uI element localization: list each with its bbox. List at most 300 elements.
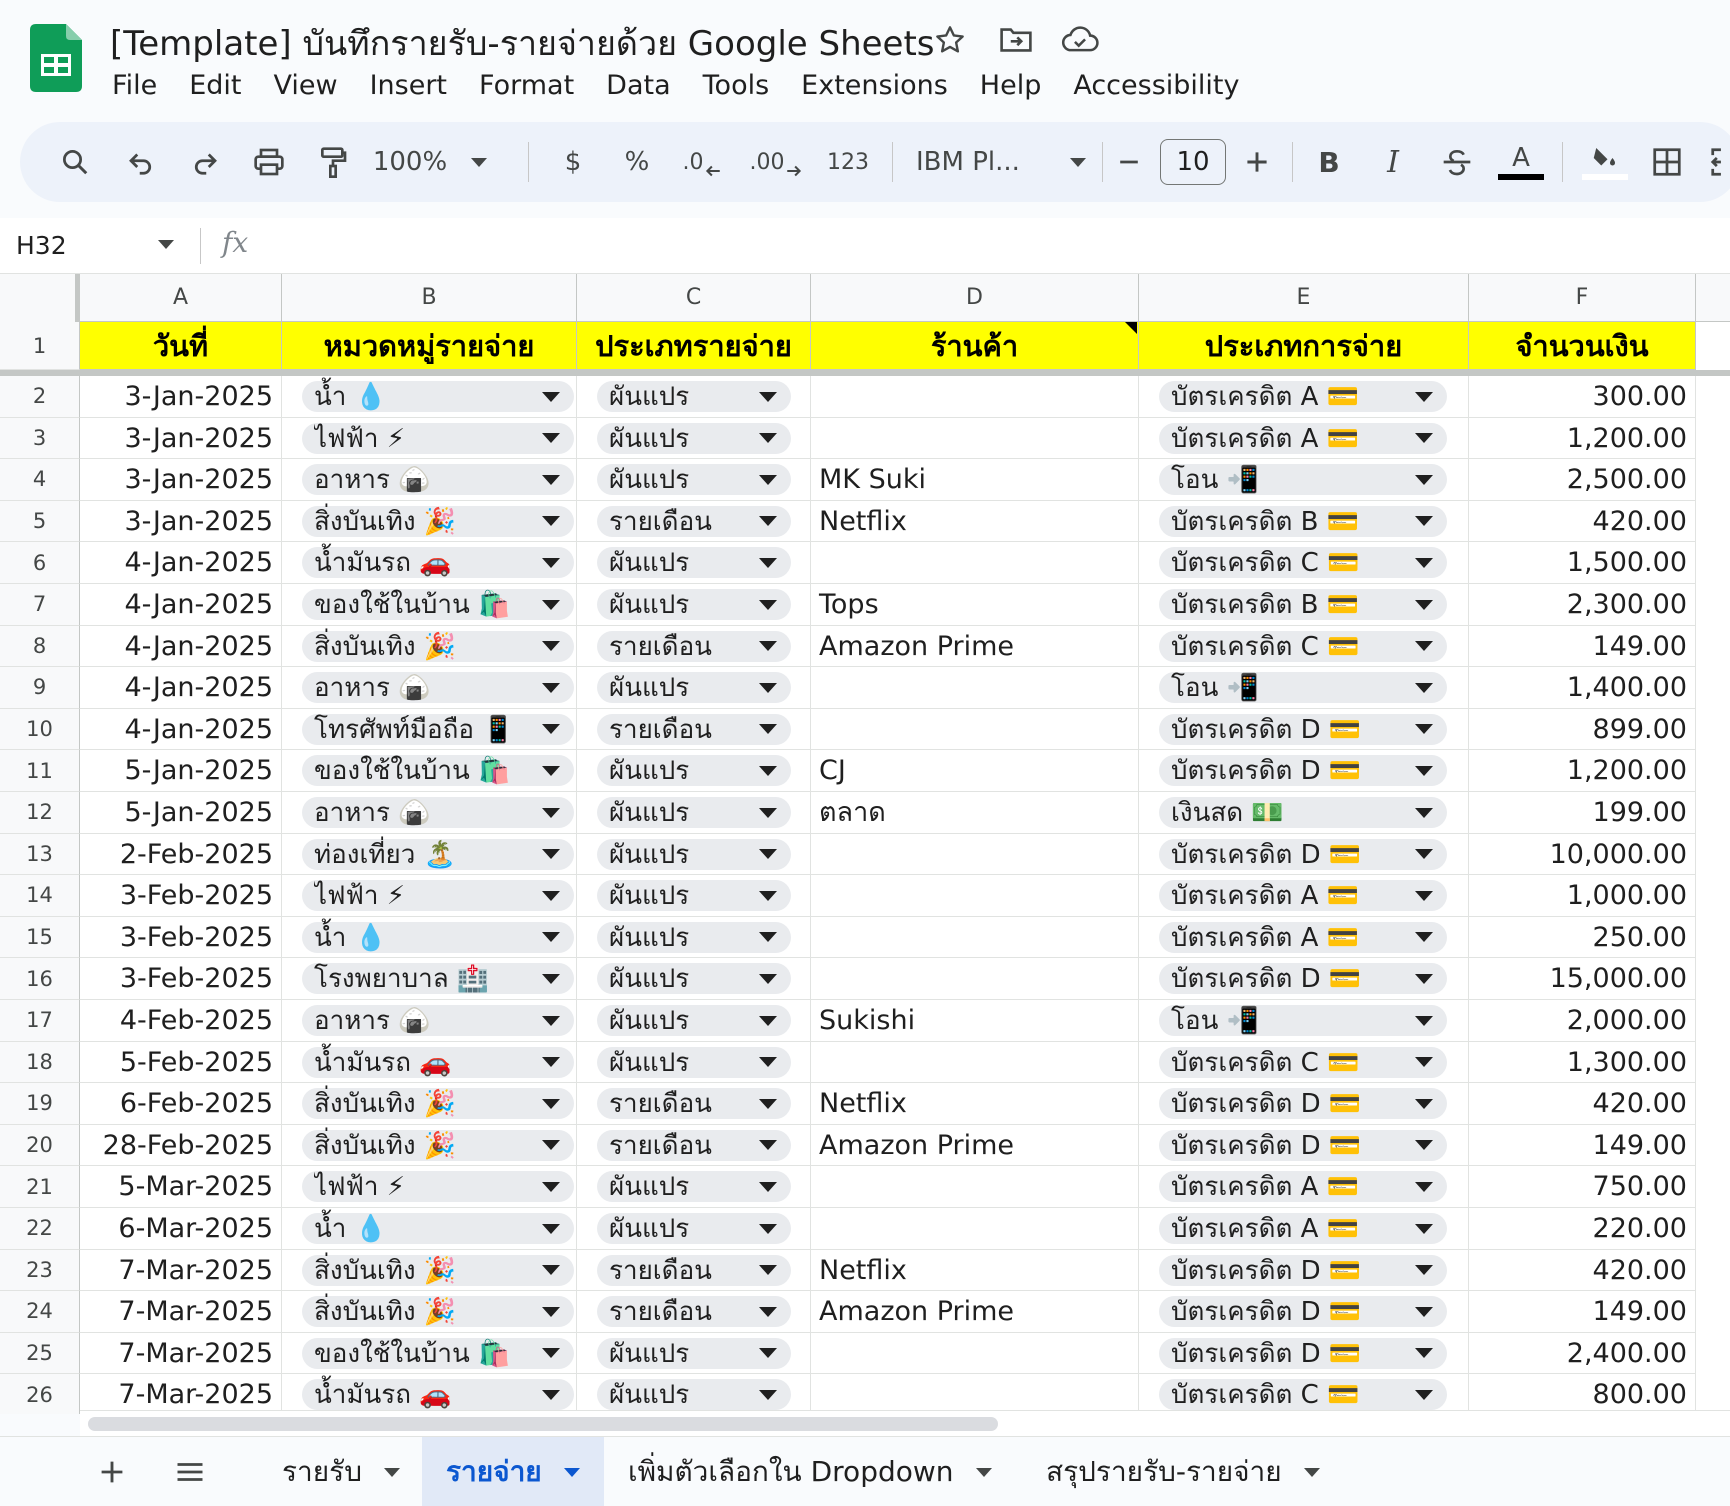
increase-font-size-icon[interactable] bbox=[1234, 122, 1280, 202]
menu-help[interactable]: Help bbox=[979, 70, 1042, 101]
expense-type-dropdown-chip[interactable] bbox=[597, 1130, 791, 1161]
expense-type-cell[interactable] bbox=[577, 1333, 811, 1375]
store-cell[interactable] bbox=[811, 709, 1139, 751]
payment-type-dropdown-chip[interactable] bbox=[1159, 963, 1447, 994]
fill-color-button[interactable] bbox=[1580, 122, 1630, 202]
amount-cell[interactable]: 199.00 bbox=[1469, 792, 1696, 834]
date-cell[interactable]: 2-Feb-2025 bbox=[80, 834, 282, 876]
expense-type-cell[interactable] bbox=[577, 1374, 811, 1414]
header-cell-expense-type[interactable]: ประเภทรายจ่าย bbox=[577, 322, 811, 370]
expense-type-dropdown-chip[interactable] bbox=[597, 1338, 791, 1369]
payment-type-cell[interactable] bbox=[1139, 792, 1469, 834]
expense-type-dropdown-chip[interactable] bbox=[597, 1047, 791, 1078]
category-dropdown-chip[interactable] bbox=[302, 1379, 574, 1410]
column-header-f[interactable]: F bbox=[1469, 274, 1696, 322]
payment-type-cell[interactable] bbox=[1139, 1291, 1469, 1333]
amount-cell[interactable]: 10,000.00 bbox=[1469, 834, 1696, 876]
decrease-font-size-icon[interactable] bbox=[1106, 122, 1152, 202]
all-sheets-menu-icon[interactable] bbox=[168, 1447, 212, 1497]
store-cell[interactable] bbox=[811, 1166, 1139, 1208]
expense-type-dropdown-chip[interactable] bbox=[597, 672, 791, 703]
category-cell[interactable] bbox=[282, 584, 577, 626]
row-header[interactable]: 22 bbox=[0, 1208, 80, 1250]
category-dropdown-chip[interactable] bbox=[302, 963, 574, 994]
row-header[interactable]: 7 bbox=[0, 584, 80, 626]
expense-type-dropdown-chip[interactable] bbox=[597, 1171, 791, 1202]
payment-type-dropdown-chip[interactable] bbox=[1159, 1171, 1447, 1202]
expense-type-cell[interactable] bbox=[577, 834, 811, 876]
category-dropdown-chip[interactable] bbox=[302, 423, 574, 454]
cloud-saved-icon[interactable] bbox=[1060, 20, 1100, 60]
category-dropdown-chip[interactable] bbox=[302, 631, 574, 662]
date-cell[interactable]: 5-Jan-2025 bbox=[80, 750, 282, 792]
row-header[interactable]: 1 bbox=[0, 322, 80, 370]
category-dropdown-chip[interactable] bbox=[302, 547, 574, 578]
menu-edit[interactable]: Edit bbox=[189, 70, 242, 101]
header-cell-payment-type[interactable]: ประเภทการจ่าย bbox=[1139, 322, 1469, 370]
payment-type-cell[interactable] bbox=[1139, 709, 1469, 751]
payment-type-dropdown-chip[interactable] bbox=[1159, 1255, 1447, 1286]
store-cell[interactable]: Amazon Prime bbox=[811, 626, 1139, 668]
row-header[interactable]: 23 bbox=[0, 1250, 80, 1292]
payment-type-dropdown-chip[interactable] bbox=[1159, 547, 1447, 578]
row-header[interactable]: 8 bbox=[0, 626, 80, 668]
amount-cell[interactable]: 149.00 bbox=[1469, 1125, 1696, 1167]
expense-type-dropdown-chip[interactable] bbox=[597, 1213, 791, 1244]
expense-type-cell[interactable] bbox=[577, 1250, 811, 1292]
date-cell[interactable]: 3-Feb-2025 bbox=[80, 917, 282, 959]
expense-type-dropdown-chip[interactable] bbox=[597, 755, 791, 786]
menu-data[interactable]: Data bbox=[606, 70, 671, 101]
category-dropdown-chip[interactable] bbox=[302, 672, 574, 703]
column-header-c[interactable]: C bbox=[577, 274, 811, 322]
expense-type-cell[interactable] bbox=[577, 1000, 811, 1042]
document-title[interactable]: [Template] บันทึกรายรับ-รายจ่ายด้วย Google Sheets bbox=[110, 24, 935, 64]
sheet-tab[interactable] bbox=[258, 1437, 424, 1506]
category-cell[interactable] bbox=[282, 459, 577, 501]
payment-type-dropdown-chip[interactable] bbox=[1159, 880, 1447, 911]
select-all-corner[interactable] bbox=[0, 274, 80, 322]
amount-cell[interactable]: 1,000.00 bbox=[1469, 875, 1696, 917]
category-cell[interactable] bbox=[282, 501, 577, 543]
chevron-down-icon[interactable] bbox=[564, 1468, 580, 1477]
row-header[interactable]: 3 bbox=[0, 418, 80, 460]
row-header[interactable]: 26 bbox=[0, 1374, 80, 1414]
row-header[interactable]: 21 bbox=[0, 1166, 80, 1208]
italic-button[interactable]: I bbox=[1387, 144, 1399, 180]
expense-type-dropdown-chip[interactable] bbox=[597, 1296, 791, 1327]
payment-type-dropdown-chip[interactable] bbox=[1159, 1379, 1447, 1410]
column-header-b[interactable]: B bbox=[282, 274, 577, 322]
amount-cell[interactable]: 220.00 bbox=[1469, 1208, 1696, 1250]
expense-type-cell[interactable] bbox=[577, 376, 811, 418]
amount-cell[interactable]: 1,500.00 bbox=[1469, 542, 1696, 584]
category-cell[interactable] bbox=[282, 875, 577, 917]
row-header[interactable]: 5 bbox=[0, 501, 80, 543]
category-cell[interactable] bbox=[282, 1125, 577, 1167]
category-cell[interactable] bbox=[282, 376, 577, 418]
category-cell[interactable] bbox=[282, 1250, 577, 1292]
column-header-e[interactable]: E bbox=[1139, 274, 1469, 322]
header-cell-category[interactable]: หมวดหมู่รายจ่าย bbox=[282, 322, 577, 370]
category-dropdown-chip[interactable] bbox=[302, 1171, 574, 1202]
expense-type-cell[interactable] bbox=[577, 626, 811, 668]
payment-type-dropdown-chip[interactable] bbox=[1159, 755, 1447, 786]
expense-type-cell[interactable] bbox=[577, 750, 811, 792]
store-cell[interactable] bbox=[811, 542, 1139, 584]
sheet-tab[interactable] bbox=[422, 1437, 604, 1506]
date-cell[interactable]: 4-Jan-2025 bbox=[80, 542, 282, 584]
store-cell[interactable] bbox=[811, 1208, 1139, 1250]
amount-cell[interactable]: 250.00 bbox=[1469, 917, 1696, 959]
date-cell[interactable]: 4-Feb-2025 bbox=[80, 1000, 282, 1042]
google-sheets-logo-icon[interactable] bbox=[30, 24, 82, 92]
payment-type-cell[interactable] bbox=[1139, 834, 1469, 876]
category-dropdown-chip[interactable] bbox=[302, 381, 574, 412]
header-cell-store[interactable]: ร้านค้า bbox=[811, 322, 1139, 370]
payment-type-dropdown-chip[interactable] bbox=[1159, 423, 1447, 454]
store-cell[interactable] bbox=[811, 376, 1139, 418]
category-cell[interactable] bbox=[282, 750, 577, 792]
category-cell[interactable] bbox=[282, 1166, 577, 1208]
store-cell[interactable] bbox=[811, 1042, 1139, 1084]
expense-type-dropdown-chip[interactable] bbox=[597, 839, 791, 870]
amount-cell[interactable]: 2,300.00 bbox=[1469, 584, 1696, 626]
amount-cell[interactable]: 300.00 bbox=[1469, 376, 1696, 418]
redo-icon[interactable] bbox=[182, 122, 228, 202]
payment-type-dropdown-chip[interactable] bbox=[1159, 672, 1447, 703]
payment-type-cell[interactable] bbox=[1139, 750, 1469, 792]
text-color-button[interactable] bbox=[1496, 122, 1546, 202]
expense-type-cell[interactable] bbox=[577, 542, 811, 584]
category-dropdown-chip[interactable] bbox=[302, 1088, 574, 1119]
category-dropdown-chip[interactable] bbox=[302, 506, 574, 537]
expense-type-cell[interactable] bbox=[577, 1083, 811, 1125]
category-dropdown-chip[interactable] bbox=[302, 1296, 574, 1327]
formula-input[interactable] bbox=[270, 226, 1710, 266]
amount-cell[interactable]: 1,400.00 bbox=[1469, 667, 1696, 709]
borders-icon[interactable] bbox=[1644, 122, 1690, 202]
date-cell[interactable]: 3-Jan-2025 bbox=[80, 501, 282, 543]
payment-type-dropdown-chip[interactable] bbox=[1159, 1130, 1447, 1161]
amount-cell[interactable]: 15,000.00 bbox=[1469, 958, 1696, 1000]
store-cell[interactable] bbox=[811, 958, 1139, 1000]
category-dropdown-chip[interactable] bbox=[302, 1213, 574, 1244]
menu-format[interactable]: Format bbox=[479, 70, 575, 101]
payment-type-dropdown-chip[interactable] bbox=[1159, 839, 1447, 870]
amount-cell[interactable]: 2,000.00 bbox=[1469, 1000, 1696, 1042]
date-cell[interactable]: 3-Jan-2025 bbox=[80, 376, 282, 418]
expense-type-dropdown-chip[interactable] bbox=[597, 1379, 791, 1410]
date-cell[interactable]: 6-Feb-2025 bbox=[80, 1083, 282, 1125]
row-header[interactable]: 12 bbox=[0, 792, 80, 834]
header-cell-amount[interactable]: จำนวนเงิน bbox=[1469, 322, 1696, 370]
category-dropdown-chip[interactable] bbox=[302, 922, 574, 953]
chevron-down-icon[interactable] bbox=[1304, 1468, 1320, 1477]
expense-type-cell[interactable] bbox=[577, 709, 811, 751]
amount-cell[interactable]: 149.00 bbox=[1469, 1291, 1696, 1333]
star-icon[interactable] bbox=[930, 20, 970, 60]
row-header[interactable]: 9 bbox=[0, 667, 80, 709]
payment-type-cell[interactable] bbox=[1139, 459, 1469, 501]
category-dropdown-chip[interactable] bbox=[302, 1005, 574, 1036]
menu-tools[interactable]: Tools bbox=[702, 70, 770, 101]
payment-type-dropdown-chip[interactable] bbox=[1159, 922, 1447, 953]
row-header[interactable]: 24 bbox=[0, 1291, 80, 1333]
store-cell[interactable]: Sukishi bbox=[811, 1000, 1139, 1042]
search-menus-icon[interactable] bbox=[50, 122, 100, 202]
row-header[interactable]: 16 bbox=[0, 958, 80, 1000]
row-header[interactable]: 6 bbox=[0, 542, 80, 584]
font-family-select[interactable] bbox=[900, 122, 1100, 202]
category-cell[interactable] bbox=[282, 1291, 577, 1333]
row-header[interactable]: 25 bbox=[0, 1333, 80, 1375]
category-dropdown-chip[interactable] bbox=[302, 589, 574, 620]
date-cell[interactable]: 4-Jan-2025 bbox=[80, 667, 282, 709]
amount-cell[interactable]: 800.00 bbox=[1469, 1374, 1696, 1414]
undo-icon[interactable] bbox=[118, 122, 164, 202]
category-dropdown-chip[interactable] bbox=[302, 880, 574, 911]
category-dropdown-chip[interactable] bbox=[302, 714, 574, 745]
payment-type-dropdown-chip[interactable] bbox=[1159, 589, 1447, 620]
category-cell[interactable] bbox=[282, 1333, 577, 1375]
date-cell[interactable]: 7-Mar-2025 bbox=[80, 1250, 282, 1292]
payment-type-dropdown-chip[interactable] bbox=[1159, 1213, 1447, 1244]
store-cell[interactable]: Tops bbox=[811, 584, 1139, 626]
increase-decimal-button[interactable] bbox=[744, 122, 808, 202]
store-cell[interactable]: CJ bbox=[811, 750, 1139, 792]
payment-type-cell[interactable] bbox=[1139, 958, 1469, 1000]
expense-type-cell[interactable] bbox=[577, 418, 811, 460]
payment-type-cell[interactable] bbox=[1139, 917, 1469, 959]
expense-type-dropdown-chip[interactable] bbox=[597, 589, 791, 620]
font-size-input[interactable] bbox=[1160, 122, 1226, 202]
amount-cell[interactable]: 420.00 bbox=[1469, 1083, 1696, 1125]
store-cell[interactable]: Amazon Prime bbox=[811, 1291, 1139, 1333]
expense-type-dropdown-chip[interactable] bbox=[597, 423, 791, 454]
store-cell[interactable] bbox=[811, 875, 1139, 917]
expense-type-cell[interactable] bbox=[577, 584, 811, 626]
payment-type-dropdown-chip[interactable] bbox=[1159, 714, 1447, 745]
amount-cell[interactable]: 1,200.00 bbox=[1469, 418, 1696, 460]
category-dropdown-chip[interactable] bbox=[302, 755, 574, 786]
store-cell[interactable] bbox=[811, 1333, 1139, 1375]
expense-type-cell[interactable] bbox=[577, 958, 811, 1000]
expense-type-cell[interactable] bbox=[577, 501, 811, 543]
move-to-folder-icon[interactable] bbox=[996, 20, 1036, 60]
column-header-d[interactable]: D bbox=[811, 274, 1139, 322]
date-cell[interactable]: 7-Mar-2025 bbox=[80, 1291, 282, 1333]
category-dropdown-chip[interactable] bbox=[302, 797, 574, 828]
expense-type-dropdown-chip[interactable] bbox=[597, 464, 791, 495]
menu-insert[interactable]: Insert bbox=[369, 70, 448, 101]
menu-accessibility[interactable]: Accessibility bbox=[1073, 70, 1240, 101]
expense-type-cell[interactable] bbox=[577, 1166, 811, 1208]
date-cell[interactable]: 3-Feb-2025 bbox=[80, 958, 282, 1000]
row-header[interactable]: 2 bbox=[0, 376, 80, 418]
expense-type-dropdown-chip[interactable] bbox=[597, 631, 791, 662]
menu-file[interactable]: File bbox=[112, 70, 158, 101]
row-header[interactable]: 20 bbox=[0, 1125, 80, 1167]
row-header[interactable]: 18 bbox=[0, 1042, 80, 1084]
category-cell[interactable] bbox=[282, 542, 577, 584]
amount-cell[interactable]: 420.00 bbox=[1469, 1250, 1696, 1292]
amount-cell[interactable]: 1,300.00 bbox=[1469, 1042, 1696, 1084]
expense-type-dropdown-chip[interactable] bbox=[597, 714, 791, 745]
amount-cell[interactable]: 149.00 bbox=[1469, 626, 1696, 668]
print-icon[interactable] bbox=[246, 122, 292, 202]
category-cell[interactable] bbox=[282, 1083, 577, 1125]
payment-type-cell[interactable] bbox=[1139, 1083, 1469, 1125]
expense-type-dropdown-chip[interactable] bbox=[597, 1255, 791, 1286]
payment-type-dropdown-chip[interactable] bbox=[1159, 506, 1447, 537]
payment-type-dropdown-chip[interactable] bbox=[1159, 1296, 1447, 1327]
payment-type-dropdown-chip[interactable] bbox=[1159, 1088, 1447, 1119]
row-header[interactable]: 14 bbox=[0, 875, 80, 917]
payment-type-dropdown-chip[interactable] bbox=[1159, 631, 1447, 662]
header-cell-date[interactable]: วันที่ bbox=[80, 322, 282, 370]
zoom-select[interactable] bbox=[370, 122, 490, 202]
store-cell[interactable]: Netflix bbox=[811, 501, 1139, 543]
payment-type-cell[interactable] bbox=[1139, 667, 1469, 709]
merge-cells-icon[interactable] bbox=[1710, 122, 1730, 202]
store-cell[interactable]: Netflix bbox=[811, 1250, 1139, 1292]
payment-type-dropdown-chip[interactable] bbox=[1159, 464, 1447, 495]
expense-type-cell[interactable] bbox=[577, 1042, 811, 1084]
category-cell[interactable] bbox=[282, 1208, 577, 1250]
amount-cell[interactable]: 1,200.00 bbox=[1469, 750, 1696, 792]
category-dropdown-chip[interactable] bbox=[302, 839, 574, 870]
payment-type-cell[interactable] bbox=[1139, 501, 1469, 543]
payment-type-cell[interactable] bbox=[1139, 1333, 1469, 1375]
date-cell[interactable]: 7-Mar-2025 bbox=[80, 1374, 282, 1414]
category-cell[interactable] bbox=[282, 834, 577, 876]
expense-type-cell[interactable] bbox=[577, 667, 811, 709]
payment-type-dropdown-chip[interactable] bbox=[1159, 1005, 1447, 1036]
amount-cell[interactable]: 750.00 bbox=[1469, 1166, 1696, 1208]
strikethrough-icon[interactable] bbox=[1434, 122, 1480, 202]
date-cell[interactable]: 7-Mar-2025 bbox=[80, 1333, 282, 1375]
date-cell[interactable]: 5-Feb-2025 bbox=[80, 1042, 282, 1084]
date-cell[interactable]: 3-Feb-2025 bbox=[80, 875, 282, 917]
payment-type-cell[interactable] bbox=[1139, 875, 1469, 917]
menu-view[interactable]: View bbox=[273, 70, 338, 101]
payment-type-cell[interactable] bbox=[1139, 1250, 1469, 1292]
expense-type-cell[interactable] bbox=[577, 1291, 811, 1333]
store-cell[interactable] bbox=[811, 667, 1139, 709]
expense-type-cell[interactable] bbox=[577, 875, 811, 917]
category-cell[interactable] bbox=[282, 1042, 577, 1084]
category-dropdown-chip[interactable] bbox=[302, 1338, 574, 1369]
category-dropdown-chip[interactable] bbox=[302, 1130, 574, 1161]
store-cell[interactable]: MK Suki bbox=[811, 459, 1139, 501]
store-cell[interactable] bbox=[811, 418, 1139, 460]
category-dropdown-chip[interactable] bbox=[302, 1047, 574, 1078]
payment-type-cell[interactable] bbox=[1139, 542, 1469, 584]
payment-type-cell[interactable] bbox=[1139, 1000, 1469, 1042]
row-header[interactable]: 10 bbox=[0, 709, 80, 751]
expense-type-cell[interactable] bbox=[577, 1125, 811, 1167]
row-header[interactable]: 4 bbox=[0, 459, 80, 501]
payment-type-cell[interactable] bbox=[1139, 626, 1469, 668]
category-cell[interactable] bbox=[282, 1374, 577, 1414]
add-sheet-icon[interactable] bbox=[90, 1447, 134, 1497]
category-cell[interactable] bbox=[282, 626, 577, 668]
expense-type-dropdown-chip[interactable] bbox=[597, 963, 791, 994]
date-cell[interactable]: 4-Jan-2025 bbox=[80, 626, 282, 668]
category-cell[interactable] bbox=[282, 792, 577, 834]
amount-cell[interactable]: 2,400.00 bbox=[1469, 1333, 1696, 1375]
expense-type-dropdown-chip[interactable] bbox=[597, 1005, 791, 1036]
category-dropdown-chip[interactable] bbox=[302, 464, 574, 495]
payment-type-cell[interactable] bbox=[1139, 376, 1469, 418]
category-dropdown-chip[interactable] bbox=[302, 1255, 574, 1286]
expense-type-dropdown-chip[interactable] bbox=[597, 797, 791, 828]
payment-type-cell[interactable] bbox=[1139, 418, 1469, 460]
payment-type-cell[interactable] bbox=[1139, 1042, 1469, 1084]
expense-type-dropdown-chip[interactable] bbox=[597, 1088, 791, 1119]
amount-cell[interactable]: 2,500.00 bbox=[1469, 459, 1696, 501]
payment-type-dropdown-chip[interactable] bbox=[1159, 1338, 1447, 1369]
chevron-down-icon[interactable] bbox=[976, 1468, 992, 1477]
store-cell[interactable]: Amazon Prime bbox=[811, 1125, 1139, 1167]
date-cell[interactable]: 5-Mar-2025 bbox=[80, 1166, 282, 1208]
row-header[interactable]: 13 bbox=[0, 834, 80, 876]
menu-extensions[interactable]: Extensions bbox=[801, 70, 948, 101]
store-cell[interactable]: Netflix bbox=[811, 1083, 1139, 1125]
category-cell[interactable] bbox=[282, 1000, 577, 1042]
column-header-a[interactable]: A bbox=[80, 274, 282, 322]
payment-type-dropdown-chip[interactable] bbox=[1159, 381, 1447, 412]
date-cell[interactable]: 6-Mar-2025 bbox=[80, 1208, 282, 1250]
expense-type-dropdown-chip[interactable] bbox=[597, 381, 791, 412]
expense-type-cell[interactable] bbox=[577, 1208, 811, 1250]
category-cell[interactable] bbox=[282, 418, 577, 460]
store-cell[interactable] bbox=[811, 917, 1139, 959]
date-cell[interactable]: 3-Jan-2025 bbox=[80, 418, 282, 460]
expense-type-cell[interactable] bbox=[577, 917, 811, 959]
row-header[interactable]: 11 bbox=[0, 750, 80, 792]
decrease-decimal-button[interactable] bbox=[672, 122, 732, 202]
row-header[interactable]: 15 bbox=[0, 917, 80, 959]
store-cell[interactable]: ตลาด bbox=[811, 792, 1139, 834]
bold-button[interactable]: B bbox=[1318, 145, 1340, 179]
category-cell[interactable] bbox=[282, 667, 577, 709]
horizontal-scrollbar[interactable] bbox=[80, 1410, 1730, 1436]
paint-format-icon[interactable] bbox=[310, 122, 356, 202]
amount-cell[interactable]: 899.00 bbox=[1469, 709, 1696, 751]
date-cell[interactable]: 5-Jan-2025 bbox=[80, 792, 282, 834]
payment-type-cell[interactable] bbox=[1139, 1125, 1469, 1167]
chevron-down-icon[interactable] bbox=[158, 240, 174, 249]
category-cell[interactable] bbox=[282, 917, 577, 959]
sheet-tab[interactable] bbox=[1022, 1437, 1344, 1506]
payment-type-dropdown-chip[interactable] bbox=[1159, 1047, 1447, 1078]
expense-type-dropdown-chip[interactable] bbox=[597, 922, 791, 953]
expense-type-dropdown-chip[interactable] bbox=[597, 880, 791, 911]
store-cell[interactable] bbox=[811, 834, 1139, 876]
payment-type-cell[interactable] bbox=[1139, 1374, 1469, 1414]
expense-type-cell[interactable] bbox=[577, 459, 811, 501]
payment-type-cell[interactable] bbox=[1139, 1208, 1469, 1250]
store-cell[interactable] bbox=[811, 1374, 1139, 1414]
row-header[interactable]: 19 bbox=[0, 1083, 80, 1125]
date-cell[interactable]: 4-Jan-2025 bbox=[80, 584, 282, 626]
payment-type-cell[interactable] bbox=[1139, 584, 1469, 626]
payment-type-cell[interactable] bbox=[1139, 1166, 1469, 1208]
currency-format-button[interactable]: $ bbox=[564, 147, 582, 177]
expense-type-dropdown-chip[interactable] bbox=[597, 506, 791, 537]
